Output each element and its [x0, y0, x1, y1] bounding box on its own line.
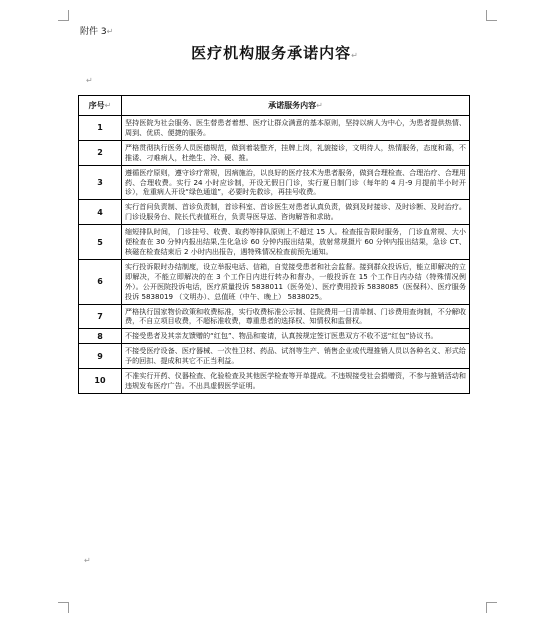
- document-title-text: 医疗机构服务承诺内容: [191, 44, 352, 62]
- table-row: [79, 165, 470, 200]
- table-row: [79, 304, 470, 329]
- page-corner-mark: [486, 602, 497, 613]
- row-content: 缩短排队时间， 门诊挂号、收费、取药等排队原则上不超过 15 人。检查报告限时服务， 门诊血常规、大小便检查在 30 分钟内报出结果,生化急诊 60 分钟内报出结果，放射常规摄片 60 分钟内报出结果，急诊 CT、核磁在检查结束后 2 小时内出报告，遇特殊情况检查前预先通知。: [122, 225, 470, 260]
- paragraph-mark-icon: ↵: [84, 556, 91, 565]
- row-number: 10: [79, 369, 122, 394]
- page-corner-mark: [58, 602, 69, 613]
- row-content: 遵循医疗原则，遵守诊疗常规，因病施治，以良好的医疗技术为患者服务，做到合理检查、合理治疗、合理用药、合理收费。实行 24 小时应诊制，开设无假日门诊，实行夏日制门诊（每年的 4 月-9 月提前半小时开诊），危重病人开设“绿色通道”，必要时先救诊，再挂号收费。: [122, 165, 470, 200]
- row-content: 不准实行开药、仪器检查、化验检查及其他医学检查等开单提成。不违规接受社会捐赠资，不参与推销活动和违规发布医疗广告。不出具虚假医学证明。: [122, 369, 470, 394]
- paragraph-mark-icon: ↵: [316, 101, 323, 110]
- row-number: 7: [79, 304, 122, 329]
- page-corner-mark: [486, 10, 497, 21]
- table-row: [79, 259, 470, 304]
- row-content: 实行投诉限时办结制度，设立举报电话、信箱，自觉接受患者和社会监督。接到群众投诉后，能立即解决的立即解决，不能立即解决的在 3 个工作日内进行转办和督办，一般投诉在 15 个工作日内办结（特殊情况例外）。公开医院投诉电话，医疗质量投诉 5838011（医务处）、医疗费用投诉 5838085（医保科）、医疗服务投诉 5838019 （文明办）、总值班（中午、晚上） 5838025。: [122, 259, 470, 304]
- row-number: 9: [79, 344, 122, 369]
- row-number: 6: [79, 259, 122, 304]
- row-number: 1: [79, 116, 122, 141]
- row-number: 8: [79, 329, 122, 344]
- table-row: [79, 140, 470, 165]
- commitment-table: [78, 95, 470, 394]
- row-number: 2: [79, 140, 122, 165]
- row-content: 严格贯彻执行医务人员医德规范，做到着装整齐，挂牌上岗，礼貌接诊，文明待人，热情服务，态度和蔼，不推诿、刁难病人，杜绝生、冷、硬、推。: [122, 140, 470, 165]
- row-number: 3: [79, 165, 122, 200]
- row-number: 4: [79, 200, 122, 225]
- paragraph-mark-icon: ↵: [104, 101, 112, 110]
- table-row: [79, 369, 470, 394]
- attachment-label: [80, 24, 113, 37]
- table-row: [79, 225, 470, 260]
- attachment-label-text: 附件 3: [80, 27, 107, 37]
- page-corner-mark: [58, 10, 69, 21]
- row-content: 严格执行国家物价政策和收费标准，实行收费标准公示制、住院费用一日清单制、门诊费用查询制，不分解收费，不自立项目收费，不超标准收费，尊重患者的选择权、知情权和监督权。: [122, 304, 470, 329]
- table-row: [79, 116, 470, 141]
- row-content: 不接受医疗设备、医疗器械、一次性卫材、药品、试剂等生产、销售企业或代理推销人员以各种名义、形式给予的回扣、提成和其它不正当利益。: [122, 344, 470, 369]
- table-row: [79, 344, 470, 369]
- row-content: 坚持医院为社会服务、医生替患者着想、医疗让群众满意的基本原则，坚持以病人为中心，为患者提供热情、周到、优质、便捷的服务。: [122, 116, 470, 141]
- paragraph-mark-icon: ↵: [86, 76, 93, 85]
- document-title: [0, 42, 550, 63]
- row-content: 实行首问负责制、首诊负责制，首诊科室、首诊医生对患者认真负责，做到及时接诊、及时诊断、及时治疗。 门诊设服务台、院长代表值班台，负责导医导送、咨询解答和求助。: [122, 200, 470, 225]
- table-row: [79, 200, 470, 225]
- paragraph-mark-icon: ↵: [351, 51, 359, 60]
- table-header-row: [79, 96, 470, 116]
- paragraph-mark-icon: ↵: [106, 27, 114, 36]
- table-row: [79, 329, 470, 344]
- row-number: 5: [79, 225, 122, 260]
- header-no: 序号↵: [79, 96, 122, 116]
- row-content: 不接受患者及其亲友馈赠的“红包”、物品和宴请，认真按规定签订医患双方不收不送“红包”协议书。: [122, 329, 470, 344]
- header-content: 承诺服务内容↵: [122, 96, 470, 116]
